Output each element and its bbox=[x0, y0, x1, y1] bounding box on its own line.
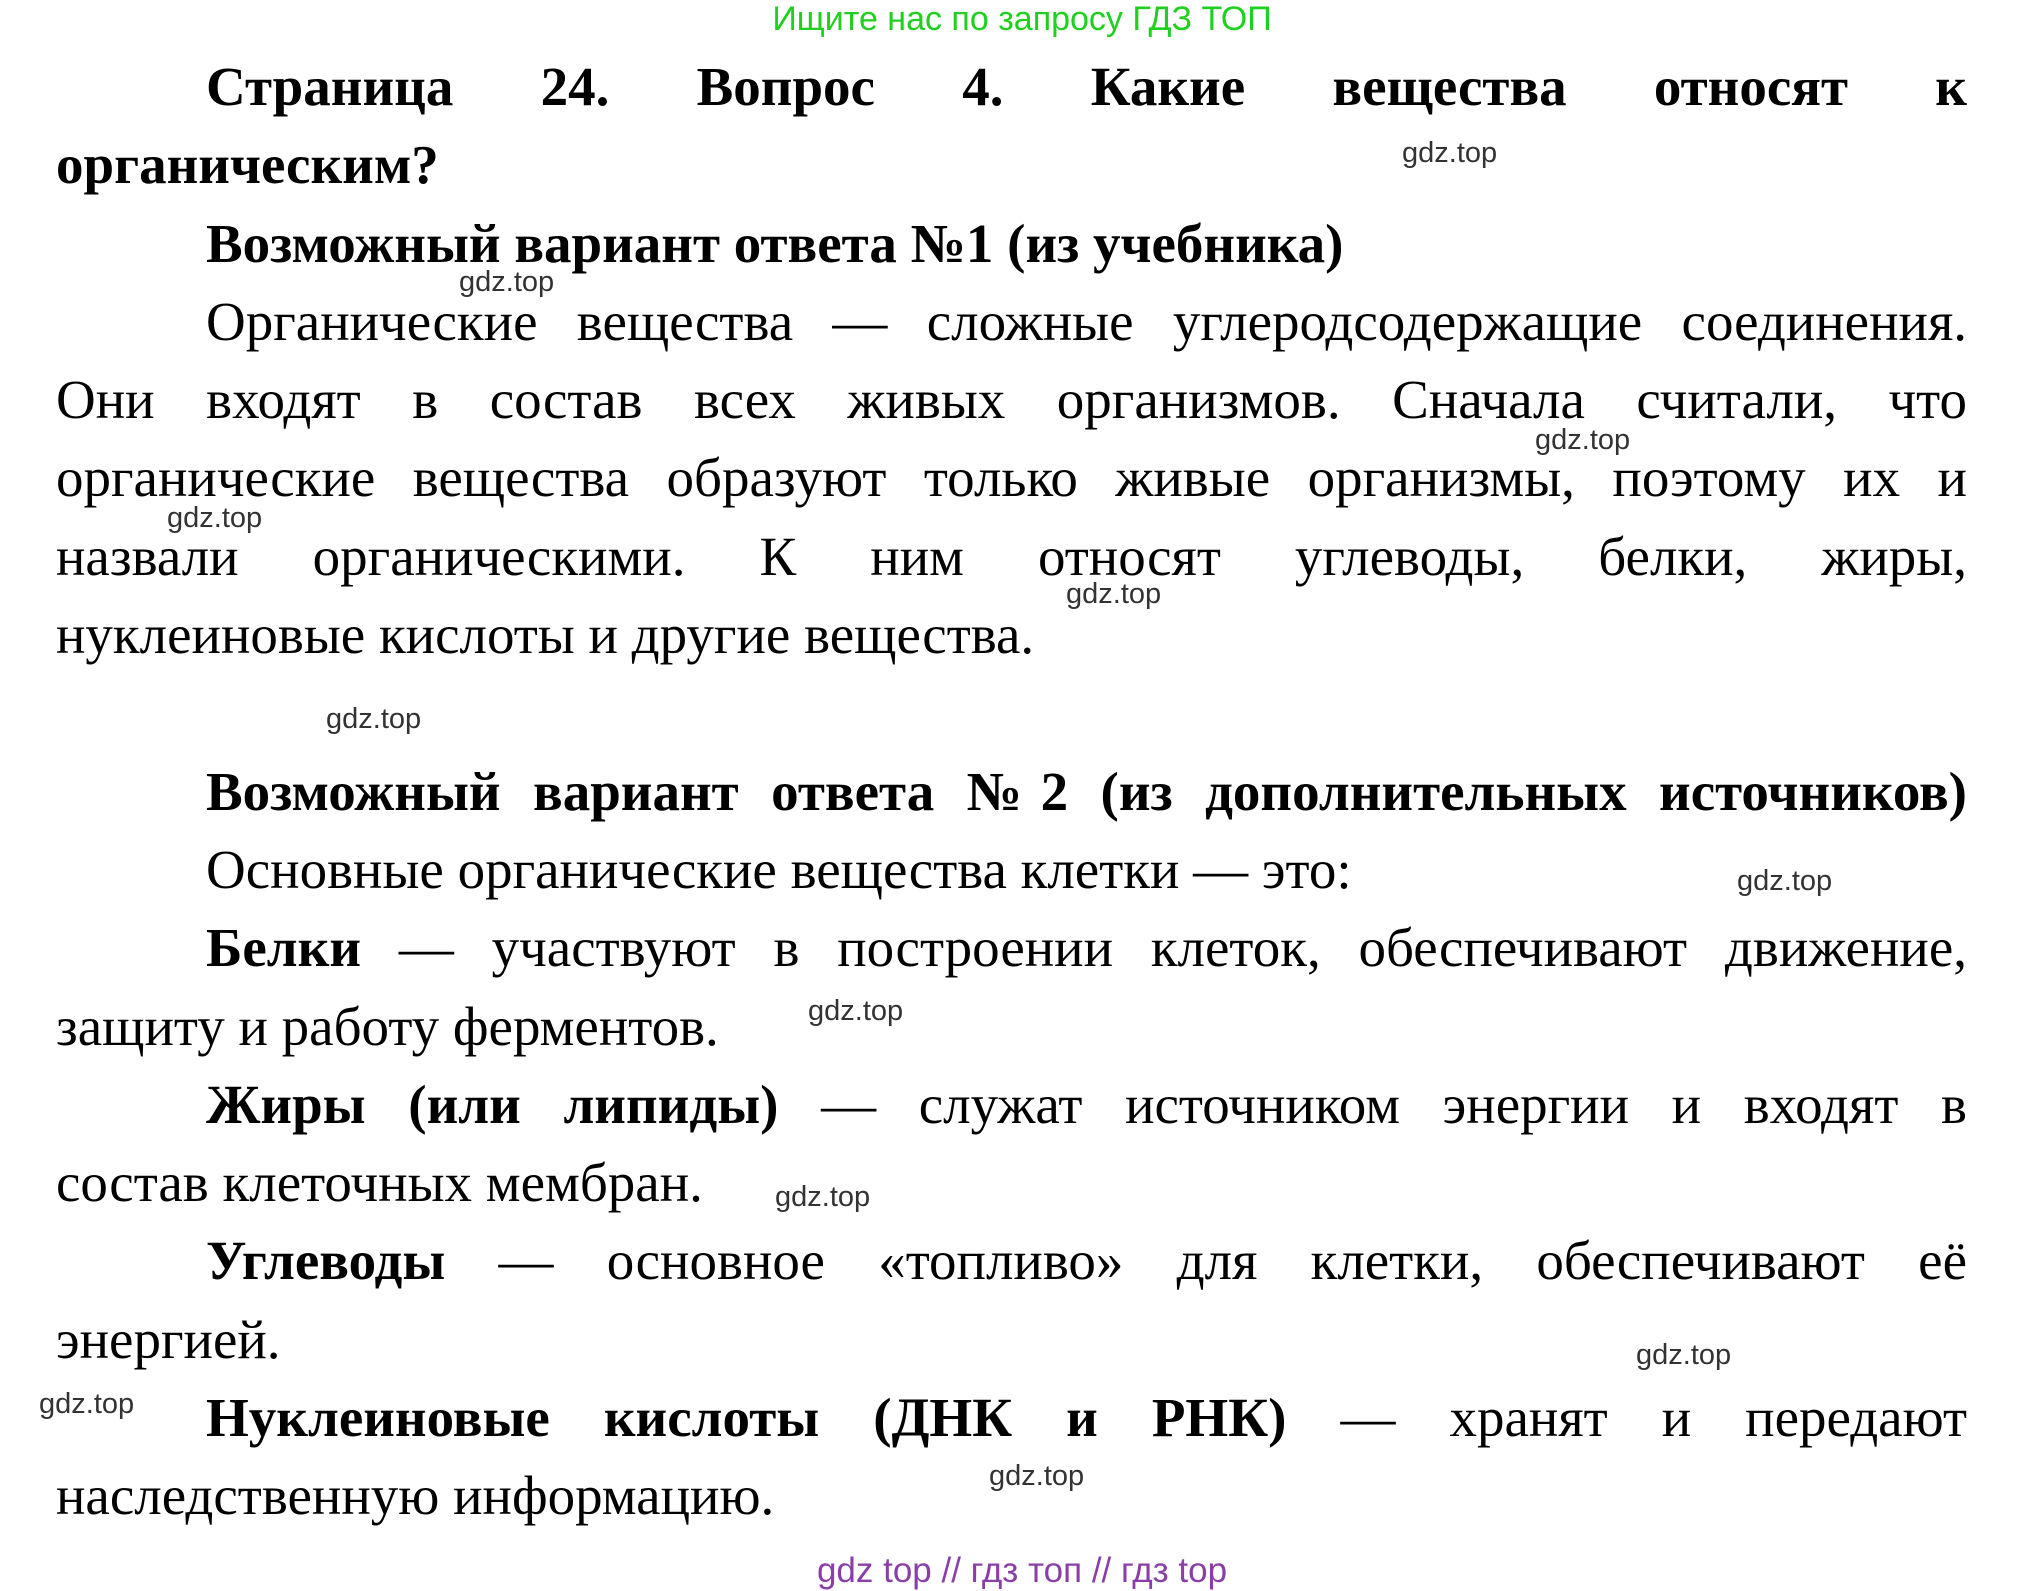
watermark: gdz.top bbox=[39, 1388, 135, 1420]
search-banner: Ищите нас по запросу ГДЗ ТОП bbox=[772, 0, 1272, 38]
text-line bbox=[56, 361, 1967, 439]
text-line bbox=[56, 1144, 1967, 1222]
text-line bbox=[56, 831, 1967, 909]
text-line bbox=[56, 1222, 1967, 1300]
text-line bbox=[56, 909, 1967, 987]
text-line bbox=[56, 1066, 1967, 1144]
watermark: gdz.top bbox=[1636, 1339, 1732, 1371]
bold-text: Белки bbox=[206, 917, 362, 979]
text-segment: энергией. bbox=[56, 1308, 281, 1370]
bold-text: Возможный вариант ответа №1 (из учебника) bbox=[206, 212, 1344, 274]
text-segment: — служат источником энергии и входят в bbox=[778, 1073, 1967, 1135]
footer-banner: gdz top // гдз топ // гдз top bbox=[816, 1551, 1228, 1590]
bold-text: Возможный вариант ответа №2 (из дополнительных источников) bbox=[206, 760, 1967, 822]
text-line bbox=[56, 205, 1967, 283]
watermark: gdz.top bbox=[1402, 137, 1498, 169]
watermark: gdz.top bbox=[989, 1460, 1085, 1492]
text-segment: Они входят в состав всех живых организмов. Сначала считали, что bbox=[56, 369, 1967, 431]
text-line bbox=[56, 988, 1967, 1066]
text-segment: — основное «топливо» для клетки, обеспечивают её bbox=[445, 1230, 1967, 1292]
text-line bbox=[56, 1379, 1967, 1457]
bold-text: органическим? bbox=[56, 134, 439, 196]
text-segment: Органические вещества — сложные углеродсодержащие соединения. bbox=[206, 290, 1967, 352]
answer-text bbox=[56, 48, 1967, 1536]
watermark: gdz.top bbox=[459, 266, 555, 298]
watermark: gdz.top bbox=[775, 1181, 871, 1213]
text-line bbox=[56, 596, 1967, 674]
text-segment: нуклеиновые кислоты и другие вещества. bbox=[56, 604, 1035, 666]
text-segment: состав клеточных мембран. bbox=[56, 1152, 703, 1214]
text-line bbox=[56, 753, 1967, 831]
text-segment: наследственную информацию. bbox=[56, 1465, 775, 1527]
text-line bbox=[56, 518, 1967, 596]
text-line bbox=[56, 439, 1967, 517]
text-line bbox=[56, 48, 1967, 126]
text-segment: — участвуют в построении клеток, обеспечивают движение, bbox=[361, 917, 1967, 979]
watermark: gdz.top bbox=[326, 703, 422, 735]
watermark: gdz.top bbox=[167, 502, 263, 534]
watermark: gdz.top bbox=[1535, 424, 1631, 456]
text-line bbox=[56, 126, 1967, 204]
text-segment: Основные органические вещества клетки — это: bbox=[206, 838, 1352, 900]
watermark: gdz.top bbox=[1737, 865, 1833, 897]
text-segment: — хранят и передают bbox=[1286, 1387, 1967, 1449]
bold-text: Страница 24. Вопрос 4. Какие вещества относят к bbox=[206, 56, 1967, 117]
text-segment: защиту и работу ферментов. bbox=[56, 995, 719, 1057]
bold-text: Жиры (или липиды) bbox=[206, 1073, 779, 1135]
text-line bbox=[56, 283, 1967, 361]
watermark: gdz.top bbox=[1066, 578, 1162, 610]
text-segment: назвали органическими. К ним относят углеводы, белки, жиры, bbox=[56, 525, 1967, 587]
bold-text: Нуклеиновые кислоты (ДНК и РНК) bbox=[206, 1387, 1287, 1449]
text-segment: органические вещества образуют только живые организмы, поэтому их и bbox=[56, 447, 1967, 509]
watermark: gdz.top bbox=[808, 995, 904, 1027]
bold-text: Углеводы bbox=[206, 1230, 446, 1292]
